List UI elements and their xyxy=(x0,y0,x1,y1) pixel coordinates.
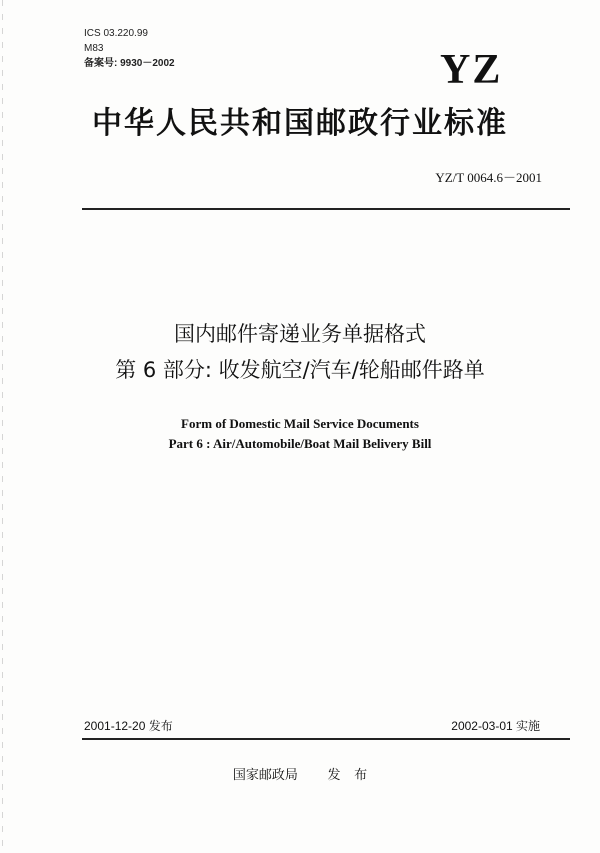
issuer-name: 国家邮政局 xyxy=(232,767,298,782)
standard-number: YZ/T 0064.6－2001 xyxy=(435,170,542,185)
issuer-action: 发 布 xyxy=(327,767,368,782)
document-title-cn-line1: 国内邮件寄递业务单据格式 xyxy=(174,322,426,346)
yz-logo: YZ xyxy=(440,47,503,93)
document-title-en-line1: Form of Domestic Mail Service Documents xyxy=(181,416,419,431)
issue-date: 2001-12-20 发布 xyxy=(84,719,173,733)
document-title-en-line2: Part 6 : Air/Automobile/Boat Mail Belivery Bill xyxy=(168,436,432,451)
category-code: M83 xyxy=(84,43,104,54)
standard-title: 中华人民共和国邮政行业标准 xyxy=(92,106,508,141)
record-number: 备案号: 9930－2002 xyxy=(84,58,175,69)
ics-code: ICS 03.220.99 xyxy=(84,28,148,39)
document-title-cn-line2: 第 6 部分: 收发航空/汽车/轮船邮件路单 xyxy=(115,358,485,382)
classification-block xyxy=(84,26,175,71)
issuer-line xyxy=(0,764,600,783)
effective-date: 2002-03-01 实施 xyxy=(451,719,540,733)
top-divider xyxy=(82,208,570,210)
bottom-divider xyxy=(82,738,570,740)
